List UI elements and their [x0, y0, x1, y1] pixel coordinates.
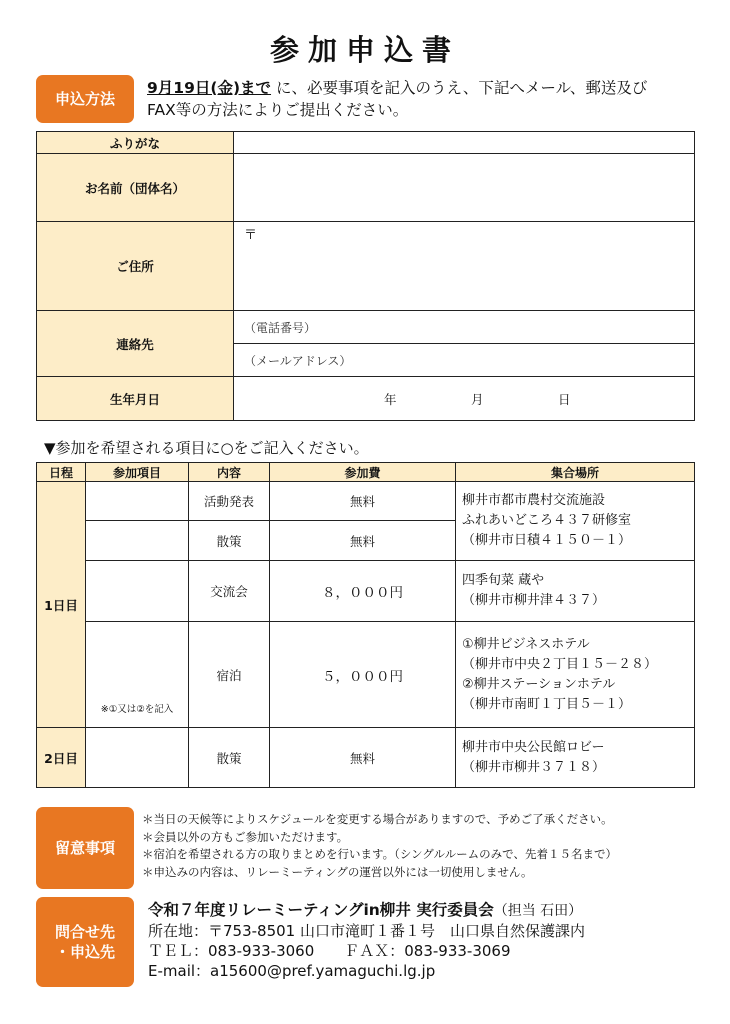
content-cell: 散策	[189, 728, 270, 788]
email-field[interactable]	[234, 344, 695, 377]
location-line: （柳井市柳井３７１８）	[462, 759, 606, 775]
notes-badge	[36, 807, 134, 889]
year-label: 年	[384, 392, 397, 407]
location-line: 柳井市中央公民館ロビー	[462, 739, 605, 755]
content-cell: 散策	[189, 521, 270, 561]
participation-cell[interactable]	[86, 622, 189, 728]
contact-badge-line1: 問合せ先	[54, 922, 115, 941]
method-text	[147, 77, 707, 121]
location-line: （柳井市柳井津４３７）	[462, 593, 606, 608]
header-location: 集合場所	[456, 463, 695, 482]
note-line: ＊申込みの内容は、リレーミーティングの運営以外には一切使用しません。	[142, 864, 533, 879]
content-cell: 宿泊	[189, 622, 270, 728]
notes-list	[142, 811, 617, 881]
address-label: ご住所	[37, 222, 234, 311]
participation-cell[interactable]	[86, 561, 189, 622]
lodging-note: ※①又は②を記入	[100, 704, 174, 715]
name-field[interactable]	[234, 154, 695, 222]
fee-cell: 無料	[270, 521, 456, 561]
location-line: ②柳井ステーションホテル	[462, 676, 616, 692]
fee-cell: ５，０００円	[270, 622, 456, 728]
contact-info	[148, 900, 585, 981]
location-line: （柳井市日積４１５０－１）	[462, 533, 632, 548]
address-field[interactable]	[234, 222, 695, 311]
header-fee: 参加費	[270, 463, 456, 482]
contact-badge-line2: ・申込先	[54, 943, 115, 961]
header-item: 参加項目	[86, 463, 189, 482]
header-content: 内容	[189, 463, 270, 482]
participation-cell[interactable]	[86, 521, 189, 561]
email-placeholder: （メールアドレス）	[244, 353, 352, 368]
location-line: （柳井市中央２丁目１５－２８）	[462, 656, 658, 672]
method-badge-label: 申込方法	[54, 89, 115, 108]
birthdate-label: 生年月日	[37, 377, 234, 421]
fee-cell: 無料	[270, 728, 456, 788]
contact-phone-fax: ＴＥＬ：083-933-3060 ＦＡＸ：083-933-3069	[148, 942, 511, 960]
name-label: お名前（団体名）	[37, 154, 234, 222]
location-cell	[456, 622, 695, 728]
phone-field[interactable]	[234, 311, 695, 344]
contact-badge	[36, 897, 134, 987]
day-label: 日	[558, 392, 571, 407]
note-line: ＊当日の天候等によりスケジュールを変更する場合がありますので、予めご了承ください。	[142, 812, 613, 826]
method-text-line2: FAX等の方法によりご提出ください。	[147, 101, 409, 119]
notes-badge-label: 留意事項	[54, 838, 115, 857]
day2-label: 2日目	[37, 728, 86, 788]
fee-cell: ８，０００円	[270, 561, 456, 622]
furigana-label: ふりがな	[37, 132, 234, 154]
contact-address: 所在地：〒753-8501 山口市滝町１番１号 山口県自然保護課内	[148, 922, 585, 940]
header-schedule: 日程	[37, 463, 86, 482]
day1-label: 1日目	[37, 482, 86, 728]
application-form	[36, 131, 695, 421]
note-line: ＊会員以外の方もご参加いただけます。	[142, 829, 349, 844]
month-label: 月	[471, 392, 484, 407]
birthdate-field[interactable]	[234, 377, 695, 421]
instruction: ▼参加を希望される項目に○をご記入ください。	[44, 439, 369, 457]
method-badge	[36, 75, 134, 123]
location-line: （柳井市南町１丁目５－１）	[462, 696, 632, 712]
organizer-name: 令和７年度リレーミーティングin柳井 実行委員会	[148, 901, 494, 919]
location-cell	[456, 728, 695, 788]
location-line: 四季旬菜 蔵や	[462, 573, 545, 588]
contact-person: （担当 石田）	[493, 903, 583, 919]
contact-email[interactable]: E-mail：a15600@pref.yamaguchi.lg.jp	[148, 962, 436, 980]
note-line: ＊宿泊を希望される方の取りまとめを行います。（シングルルームのみで、先着１５名まで）	[142, 847, 617, 861]
content-cell: 交流会	[189, 561, 270, 622]
contact-label: 連絡先	[37, 311, 234, 377]
content-cell: 活動発表	[189, 482, 270, 521]
deadline: 9月19日(金)まで	[147, 79, 272, 97]
location-line: ①柳井ビジネスホテル	[462, 636, 590, 652]
location-line: ふれあいどころ４３７研修室	[462, 513, 632, 528]
postal-mark: 〒	[244, 228, 258, 243]
location-cell	[456, 561, 695, 622]
page-title: 参加申込書	[269, 33, 460, 67]
method-text-line1: に、必要事項を記入のうえ、下記へメール、郵送及び	[275, 79, 648, 97]
furigana-field[interactable]	[234, 132, 695, 154]
participation-cell[interactable]	[86, 728, 189, 788]
phone-placeholder: （電話番号）	[244, 320, 317, 335]
location-line: 柳井市都市農村交流施設	[462, 493, 606, 508]
participation-cell[interactable]	[86, 482, 189, 521]
items-table	[36, 462, 695, 788]
fee-cell: 無料	[270, 482, 456, 521]
location-cell	[456, 482, 695, 561]
